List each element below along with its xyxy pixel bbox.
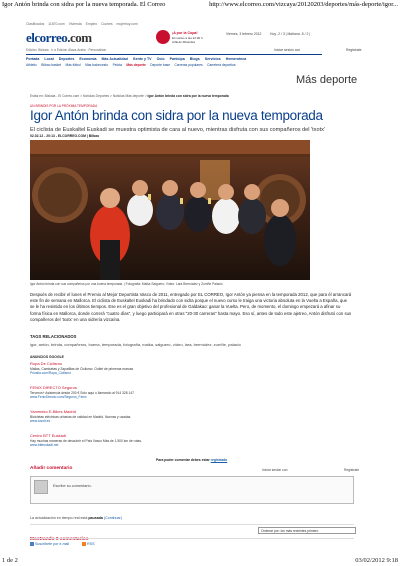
photo-image [30,140,310,280]
top-link[interactable]: Empleo [85,22,98,26]
subnav-item[interactable]: Pelota [112,63,122,67]
comment-input[interactable] [30,476,354,504]
print-title: Igor Antón brinda con sidra por la nueva temporada. El Correo [2,1,166,8]
subnav-item-active[interactable]: Más deporte [126,63,146,67]
comment-login-link[interactable]: Iniciar sesión con [262,468,288,472]
rss-icon [82,542,86,546]
nav-item[interactable]: Ocio [156,57,165,61]
nav-item[interactable]: Servicios [204,57,221,61]
ads-heading: ANUNCIOS GOOGLE [30,355,64,359]
article-subtitle: El ciclista de Euskaltel Euskadi se muestra optimista de cara al nuevo, mientras disfruta con sus compañeros del 'txotx' [30,127,326,133]
article-dateline: 02.02.12 - 20:13 - ELCORREO.COM | Bilbao [30,134,100,138]
breadcrumb: Estás en: Bizkaia - El Correo.com > Noticias Deportes > Noticias Más deporte > Igor Antón brinda con sidra por la nueva temporada [30,94,229,98]
ad-item[interactable]: Ropa De Ciclismo Mallas, Camisetas y Zapatillas de Ciclismo. Outlet de primeras marcas Privalia.com/Ropa_Ciclismo [30,361,134,376]
subnav-item[interactable]: Más fútbol [65,63,81,67]
top-links [26,22,322,28]
nav-item[interactable]: Portada [26,57,40,61]
top-link[interactable]: Coches [101,22,113,26]
article-page [26,22,362,67]
subnav-item[interactable]: Carreras populares [174,63,203,67]
nav-item[interactable]: Local [44,57,54,61]
comments-heading: Añadir comentario [30,466,73,471]
print-header [0,0,400,10]
print-page-number: 1 de 2 [2,557,18,564]
photo-caption: Igor Antón brinda con sus compañeros por una buena temporada. | Fotografía: Maika Salguero; Vídeo: Lara Bermúdez y Zurriñe Palacio [30,282,223,286]
comment-register-link[interactable]: Registrate [344,468,360,472]
login-link[interactable]: Iniciar sesión con [274,48,301,52]
register-link-inline[interactable]: registrado [210,458,228,462]
weather-widget: Hoy -2 / 3 | Mañana -5 / 2 | [270,32,311,36]
nav-item[interactable]: Más Actualidad [101,57,128,61]
main-navigation [26,54,322,62]
ad-item[interactable]: Yammeko E-Bikes Madrid Bicicletas eléctricas urbanas de calidad en Madrid. Nuevas y usadas. www.tuvolt.es [30,409,132,424]
nav-item[interactable]: Economía [79,57,97,61]
subnav-item[interactable]: Carretera deportiva [207,63,236,67]
nav-item[interactable]: Gente y TV [132,57,152,61]
feed-links [30,538,354,546]
comment-placeholder: Escribe su comentario. [53,484,92,488]
site-logo[interactable]: elcorreo.com [26,30,92,45]
comment-count: Mostrando 0 comentarios [30,537,89,542]
print-footer [0,556,400,566]
ad-item[interactable]: Centro BTT Euskadi Hay muchas maneras de descubrir el País Vasco Más de 1.500 km de rutas. www.btteuskadi.net [30,433,142,448]
article-photo[interactable] [30,140,310,280]
current-date: Viernes, 3 febrero 2012 [226,32,262,36]
sub-navigation [26,63,322,69]
article-kicker: UN BRINDIS POR LA PRÓXIMA TEMPORADA [30,104,98,108]
tags-heading: TAGS RELACIONADOS [30,334,77,339]
top-link[interactable]: 11870.com [48,22,65,26]
avatar [34,480,48,494]
promo-banner[interactable]: ¡A por la Copa! El martes a las 22:00 h. Athletic-Mirandés [156,30,216,46]
article-headline: Igor Antón brinda con sidra por la nueva temporada [30,108,323,123]
comments-bar [30,524,354,542]
rss-link[interactable]: RSS [82,542,100,546]
mail-icon [30,542,34,546]
subnav-item[interactable]: Más baloncesto [85,63,109,67]
top-link[interactable]: Clasificados [26,22,45,26]
register-note: Para poder comentar debes estar registrado [156,458,228,462]
subnav-item[interactable]: Bilbao basket [41,63,62,67]
article-text: Después de recibir el lunes el Premio al Mejor Deportista Vasco de 2011, entregado por EL CORREO, Igor Antón ya piensa en la temporada 2012, que para él arrancará este fin de semana en Mallorca. El ciclista de Euskaltel Euskadi ha brindado con sidra porque el nuevo curso le traiga una victoria absoluta en la Vuelta a España, que se le ha resistido en los últimos tiempos. Ese es el gran objetivo del profesional de Galdakao: ganar la Vuelta. Pero, de momento, el domingo empezará a afinar su forma física en Mallorca, donde correrá "cuatro días", y luego participará en otras "20-30 carreras" hasta mayo. Eso sí, antes de todo este ajetreo, Antón disfrutó con sus compañeros del 'txotx' en una sidrería vizcaína. [30,292,352,322]
continue-link[interactable]: (Continuar) [103,516,122,520]
sort-select[interactable]: Ordenar por: los más recientes primero [258,527,356,534]
register-link[interactable]: Registrate [346,48,362,52]
print-datetime: 03/02/2012 9:18 [355,557,398,564]
print-url: http://www.elcorreo.com/vizcaya/20120203/deportes/más-deporte/igor... [209,1,398,8]
tags-list[interactable]: igor, antón, brinda, compañeros, buena, temporada, fotografía, maika, salguero, vídeo, lara, bermúdez, zurriñe, palacio [30,342,241,347]
subnav-item[interactable]: Deporte base [150,63,171,67]
nav-item[interactable]: Deportes [58,57,75,61]
top-link[interactable]: mujerhoy.com [116,22,138,26]
nav-item[interactable]: Blogs [189,57,200,61]
ball-icon [156,30,170,44]
section-title: Más deporte [296,74,358,86]
edition-selector[interactable]: Edición: Bizkaia · Ir a Edición Álava-Araba · Personalizar [26,48,107,52]
email-subscribe-link[interactable]: Suscríbete por e-mail [30,542,75,546]
nav-item[interactable]: Participa [169,57,185,61]
ad-item[interactable]: FENIX DIRECTO Seguros Terceros+ Asistencia desde 200 € Solo aquí u llamando al 914 328 147 www.FenixDirecto.com/Seguros_Fenix [30,385,135,400]
subnav-item[interactable]: Athletic [26,63,37,67]
nav-item[interactable]: Hemeroteca [225,57,247,61]
live-update-status: La actualización en tiempo real está pausada (Continuar) [30,516,122,520]
top-link[interactable]: Vivienda [68,22,82,26]
